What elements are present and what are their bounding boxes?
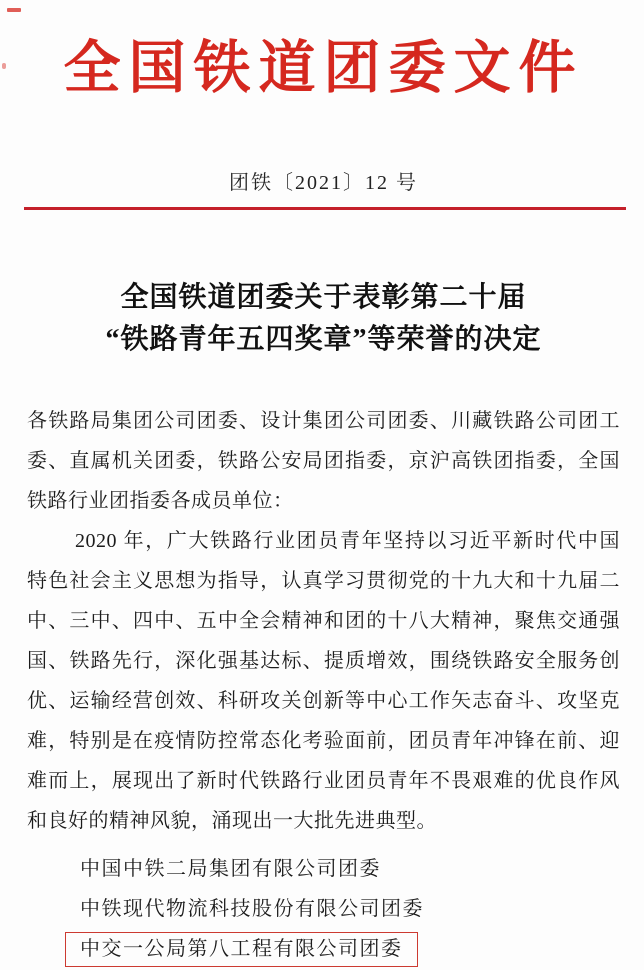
paragraph-line: 和良好的精神风貌，涌现出一大批先进典型。 (27, 810, 437, 832)
red-divider-line (24, 207, 626, 210)
salutation-line: 委、直属机关团委，铁路公安局团指委，京沪高铁团指委，全国 (27, 450, 620, 472)
paragraph-line: 难，特别是在疫情防控常态化考验面前，团员青年冲锋在前、迎 (27, 730, 620, 752)
highlight-box (65, 932, 418, 967)
award-list-item: 中铁现代物流科技股份有限公司团委 (80, 898, 424, 920)
doc-title-line2: “铁路青年五四奖章”等荣誉的决定 (105, 324, 542, 355)
doc-number: 团铁〔2021〕12 号 (229, 172, 418, 194)
award-list-item-text: 中交一公局第八工程有限公司团委 (80, 938, 403, 960)
doc-title-line1: 全国铁道团委关于表彰第二十届 (120, 282, 527, 313)
award-list-item: 中国中铁二局集团有限公司团委 (80, 858, 381, 880)
scan-artifact-dot (2, 63, 6, 69)
scan-artifact-mark (7, 8, 21, 12)
paragraph-line: 国、铁路先行，深化强基达标、提质增效，围绕铁路安全服务创 (27, 650, 620, 672)
award-list (27, 849, 620, 969)
paragraph-line: 难而上，展现出了新时代铁路行业团员青年不畏艰难的优良作风 (27, 770, 620, 792)
document-body (27, 401, 620, 969)
salutation-line: 各铁路局集团公司团委、设计集团公司团委、川藏铁路公司团工 (27, 410, 620, 432)
paragraph-line: 特色社会主义思想为指导，认真学习贯彻党的十九大和十九届二 (27, 570, 620, 592)
paragraph-line: 2020 年，广大铁路行业团员青年坚持以习近平新时代中国 (75, 530, 620, 552)
document-title (27, 277, 620, 361)
salutation-line: 铁路行业团指委各成员单位： (27, 490, 294, 512)
paragraph-line: 优、运输经营创效、科研攻关创新等中心工作矢志奋斗、攻坚克 (27, 690, 620, 712)
paragraph-line: 中、三中、四中、五中全会精神和团的十八大精神，聚焦交通强 (27, 610, 620, 632)
document-header-title: 全国铁道团委文件 (63, 37, 584, 100)
award-list-item-highlighted (27, 929, 620, 969)
